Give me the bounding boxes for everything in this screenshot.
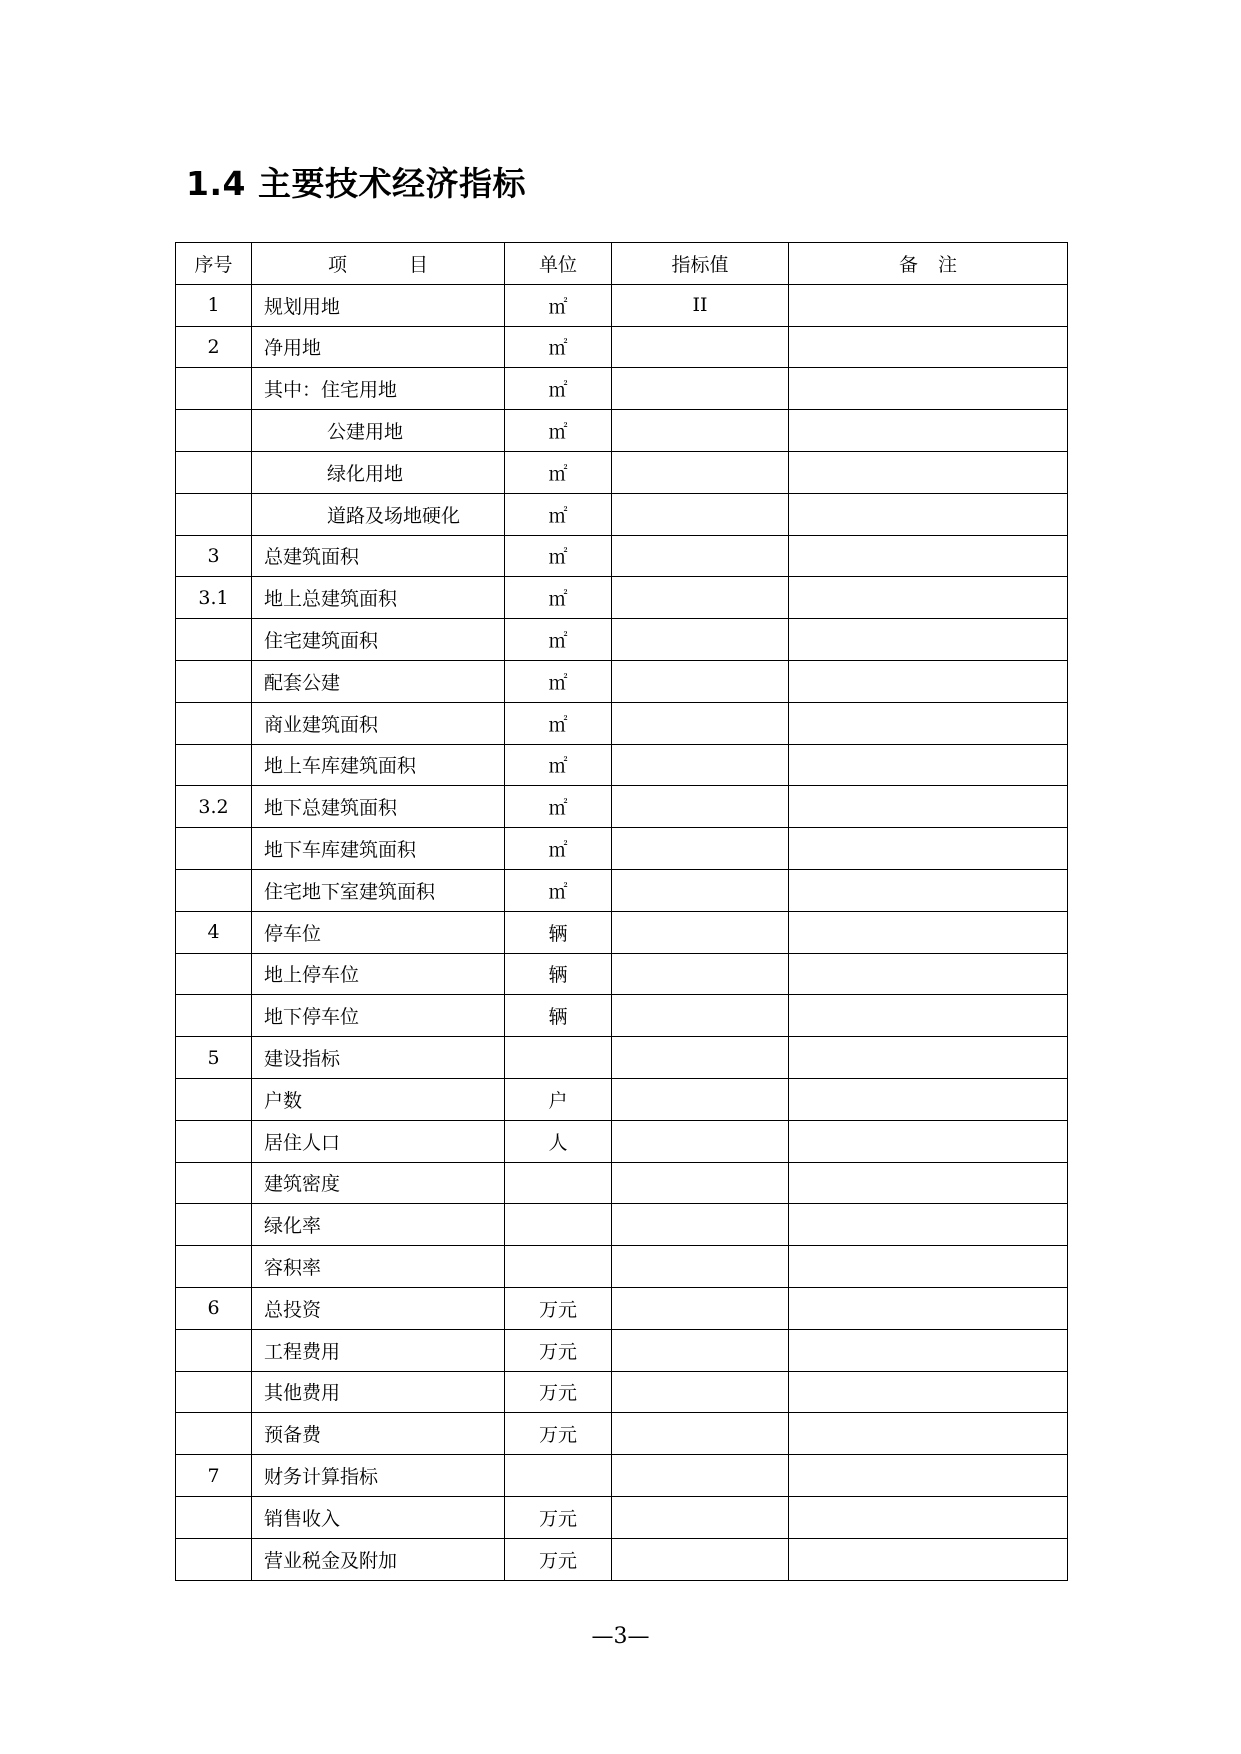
cell-note — [789, 326, 1068, 368]
cell-no — [176, 1496, 252, 1538]
cell-unit: ㎡ — [505, 702, 612, 744]
table-row — [176, 577, 1068, 619]
cell-item: 地下总建筑面积 — [252, 786, 505, 828]
cell-value — [612, 368, 789, 410]
cell-no — [176, 1329, 252, 1371]
cell-item: 其中：住宅用地 — [252, 368, 505, 410]
cell-note — [789, 1246, 1068, 1288]
header-item-part2: 目 — [409, 253, 429, 276]
cell-value — [612, 1287, 789, 1329]
cell-note — [789, 410, 1068, 452]
cell-item: 建设指标 — [252, 1037, 505, 1079]
cell-unit: 万元 — [505, 1538, 612, 1580]
header-note-part1: 备 — [898, 253, 918, 276]
cell-value — [612, 1496, 789, 1538]
cell-unit — [505, 1037, 612, 1079]
cell-note — [789, 535, 1068, 577]
cell-item: 财务计算指标 — [252, 1455, 505, 1497]
table-row — [176, 619, 1068, 661]
cell-item: 总投资 — [252, 1287, 505, 1329]
table-row — [176, 1078, 1068, 1120]
cell-note — [789, 1371, 1068, 1413]
cell-no: 2 — [176, 326, 252, 368]
cell-value — [612, 1078, 789, 1120]
cell-value: II — [612, 284, 789, 326]
table-row — [176, 1287, 1068, 1329]
cell-no — [176, 744, 252, 786]
cell-unit: 人 — [505, 1120, 612, 1162]
cell-item: 营业税金及附加 — [252, 1538, 505, 1580]
cell-value — [612, 1455, 789, 1497]
cell-item: 容积率 — [252, 1246, 505, 1288]
table-row — [176, 1037, 1068, 1079]
cell-note — [789, 451, 1068, 493]
header-value: 指标值 — [612, 243, 789, 285]
cell-unit: 万元 — [505, 1287, 612, 1329]
cell-unit: ㎡ — [505, 577, 612, 619]
cell-item: 销售收入 — [252, 1496, 505, 1538]
cell-item: 地上车库建筑面积 — [252, 744, 505, 786]
table-row — [176, 1329, 1068, 1371]
cell-note — [789, 284, 1068, 326]
cell-note — [789, 368, 1068, 410]
table-row — [176, 493, 1068, 535]
cell-value — [612, 1120, 789, 1162]
cell-value — [612, 828, 789, 870]
cell-value — [612, 1538, 789, 1580]
cell-no: 7 — [176, 1455, 252, 1497]
header-item — [252, 243, 505, 285]
technical-economic-indicators-table — [175, 242, 1068, 1581]
table-row — [176, 326, 1068, 368]
cell-value — [612, 619, 789, 661]
cell-value — [612, 911, 789, 953]
cell-unit — [505, 1455, 612, 1497]
cell-no — [176, 1078, 252, 1120]
table-row — [176, 1246, 1068, 1288]
cell-no — [176, 702, 252, 744]
cell-item: 地上总建筑面积 — [252, 577, 505, 619]
cell-note — [789, 786, 1068, 828]
page-number: —3— — [591, 1624, 650, 1649]
cell-unit: 辆 — [505, 953, 612, 995]
cell-note — [789, 1287, 1068, 1329]
cell-unit: ㎡ — [505, 660, 612, 702]
cell-no — [176, 1162, 252, 1204]
cell-unit: ㎡ — [505, 493, 612, 535]
cell-no: 3.2 — [176, 786, 252, 828]
cell-item: 地上停车位 — [252, 953, 505, 995]
cell-item: 道路及场地硬化 — [252, 493, 505, 535]
cell-unit — [505, 1204, 612, 1246]
cell-value — [612, 535, 789, 577]
cell-value — [612, 869, 789, 911]
cell-unit: ㎡ — [505, 451, 612, 493]
cell-note — [789, 619, 1068, 661]
cell-note — [789, 1496, 1068, 1538]
cell-no: 4 — [176, 911, 252, 953]
table-row — [176, 911, 1068, 953]
table-row — [176, 869, 1068, 911]
header-no: 序号 — [176, 243, 252, 285]
cell-unit: 万元 — [505, 1413, 612, 1455]
cell-value — [612, 660, 789, 702]
cell-no — [176, 1246, 252, 1288]
cell-note — [789, 702, 1068, 744]
cell-note — [789, 1204, 1068, 1246]
cell-unit: 万元 — [505, 1496, 612, 1538]
cell-value — [612, 451, 789, 493]
table-row — [176, 535, 1068, 577]
table-row — [176, 744, 1068, 786]
cell-note — [789, 744, 1068, 786]
cell-note — [789, 995, 1068, 1037]
cell-item: 其他费用 — [252, 1371, 505, 1413]
cell-unit: ㎡ — [505, 326, 612, 368]
cell-no — [176, 1538, 252, 1580]
cell-note — [789, 869, 1068, 911]
cell-no — [176, 660, 252, 702]
cell-item: 住宅建筑面积 — [252, 619, 505, 661]
cell-value — [612, 1204, 789, 1246]
cell-no — [176, 1204, 252, 1246]
cell-no — [176, 869, 252, 911]
cell-item: 商业建筑面积 — [252, 702, 505, 744]
table-row — [176, 786, 1068, 828]
table-row — [176, 410, 1068, 452]
cell-value — [612, 702, 789, 744]
table-row — [176, 1162, 1068, 1204]
cell-no — [176, 1120, 252, 1162]
cell-no: 1 — [176, 284, 252, 326]
table-header-row — [176, 243, 1068, 285]
cell-value — [612, 1246, 789, 1288]
cell-no — [176, 995, 252, 1037]
cell-no: 3.1 — [176, 577, 252, 619]
header-item-part1: 项 — [327, 253, 347, 276]
cell-note — [789, 1037, 1068, 1079]
table-row — [176, 828, 1068, 870]
cell-no — [176, 493, 252, 535]
header-unit: 单位 — [505, 243, 612, 285]
cell-note — [789, 1120, 1068, 1162]
cell-note — [789, 660, 1068, 702]
cell-value — [612, 1329, 789, 1371]
cell-value — [612, 786, 789, 828]
cell-no — [176, 1413, 252, 1455]
cell-note — [789, 1078, 1068, 1120]
cell-note — [789, 911, 1068, 953]
table-row — [176, 1538, 1068, 1580]
cell-no — [176, 410, 252, 452]
table-row — [176, 953, 1068, 995]
cell-no: 5 — [176, 1037, 252, 1079]
cell-value — [612, 744, 789, 786]
header-note — [789, 243, 1068, 285]
cell-value — [612, 1162, 789, 1204]
cell-note — [789, 1329, 1068, 1371]
table-row — [176, 995, 1068, 1037]
cell-no — [176, 953, 252, 995]
cell-unit: 万元 — [505, 1329, 612, 1371]
cell-no: 6 — [176, 1287, 252, 1329]
cell-value — [612, 1413, 789, 1455]
cell-unit: ㎡ — [505, 786, 612, 828]
table-row — [176, 451, 1068, 493]
cell-no: 3 — [176, 535, 252, 577]
table-row — [176, 702, 1068, 744]
cell-value — [612, 995, 789, 1037]
cell-no — [176, 1371, 252, 1413]
cell-unit: 户 — [505, 1078, 612, 1120]
cell-no — [176, 451, 252, 493]
cell-item: 预备费 — [252, 1413, 505, 1455]
table-row — [176, 368, 1068, 410]
table-row — [176, 284, 1068, 326]
cell-no — [176, 368, 252, 410]
cell-value — [612, 493, 789, 535]
cell-note — [789, 493, 1068, 535]
cell-note — [789, 1162, 1068, 1204]
cell-unit: 万元 — [505, 1371, 612, 1413]
cell-item: 地下停车位 — [252, 995, 505, 1037]
cell-no — [176, 828, 252, 870]
cell-value — [612, 577, 789, 619]
cell-unit: ㎡ — [505, 368, 612, 410]
cell-item: 停车位 — [252, 911, 505, 953]
table-row — [176, 1413, 1068, 1455]
cell-value — [612, 1371, 789, 1413]
cell-note — [789, 953, 1068, 995]
cell-note — [789, 1538, 1068, 1580]
table-row — [176, 660, 1068, 702]
cell-item: 工程费用 — [252, 1329, 505, 1371]
header-note-part2: 注 — [938, 253, 958, 276]
cell-item: 总建筑面积 — [252, 535, 505, 577]
cell-unit: 辆 — [505, 995, 612, 1037]
cell-unit: ㎡ — [505, 535, 612, 577]
cell-unit: ㎡ — [505, 410, 612, 452]
cell-item: 建筑密度 — [252, 1162, 505, 1204]
cell-unit: ㎡ — [505, 828, 612, 870]
cell-note — [789, 1413, 1068, 1455]
cell-note — [789, 828, 1068, 870]
section-heading: 1.4 主要技术经济指标 — [186, 164, 526, 203]
cell-item: 户数 — [252, 1078, 505, 1120]
cell-value — [612, 953, 789, 995]
cell-unit: ㎡ — [505, 869, 612, 911]
cell-value — [612, 326, 789, 368]
cell-item: 地下车库建筑面积 — [252, 828, 505, 870]
table-row — [176, 1455, 1068, 1497]
cell-item: 居住人口 — [252, 1120, 505, 1162]
cell-note — [789, 577, 1068, 619]
cell-unit — [505, 1246, 612, 1288]
table-row — [176, 1204, 1068, 1246]
cell-no — [176, 619, 252, 661]
cell-item: 配套公建 — [252, 660, 505, 702]
cell-unit: ㎡ — [505, 744, 612, 786]
table-row — [176, 1120, 1068, 1162]
table-row — [176, 1496, 1068, 1538]
cell-item: 绿化用地 — [252, 451, 505, 493]
cell-item: 净用地 — [252, 326, 505, 368]
cell-note — [789, 1455, 1068, 1497]
cell-item: 绿化率 — [252, 1204, 505, 1246]
cell-unit: 辆 — [505, 911, 612, 953]
cell-value — [612, 410, 789, 452]
cell-unit: ㎡ — [505, 284, 612, 326]
cell-item: 住宅地下室建筑面积 — [252, 869, 505, 911]
cell-value — [612, 1037, 789, 1079]
cell-item: 公建用地 — [252, 410, 505, 452]
cell-unit: ㎡ — [505, 619, 612, 661]
cell-item: 规划用地 — [252, 284, 505, 326]
table-row — [176, 1371, 1068, 1413]
table-body — [176, 284, 1068, 1580]
cell-unit — [505, 1162, 612, 1204]
